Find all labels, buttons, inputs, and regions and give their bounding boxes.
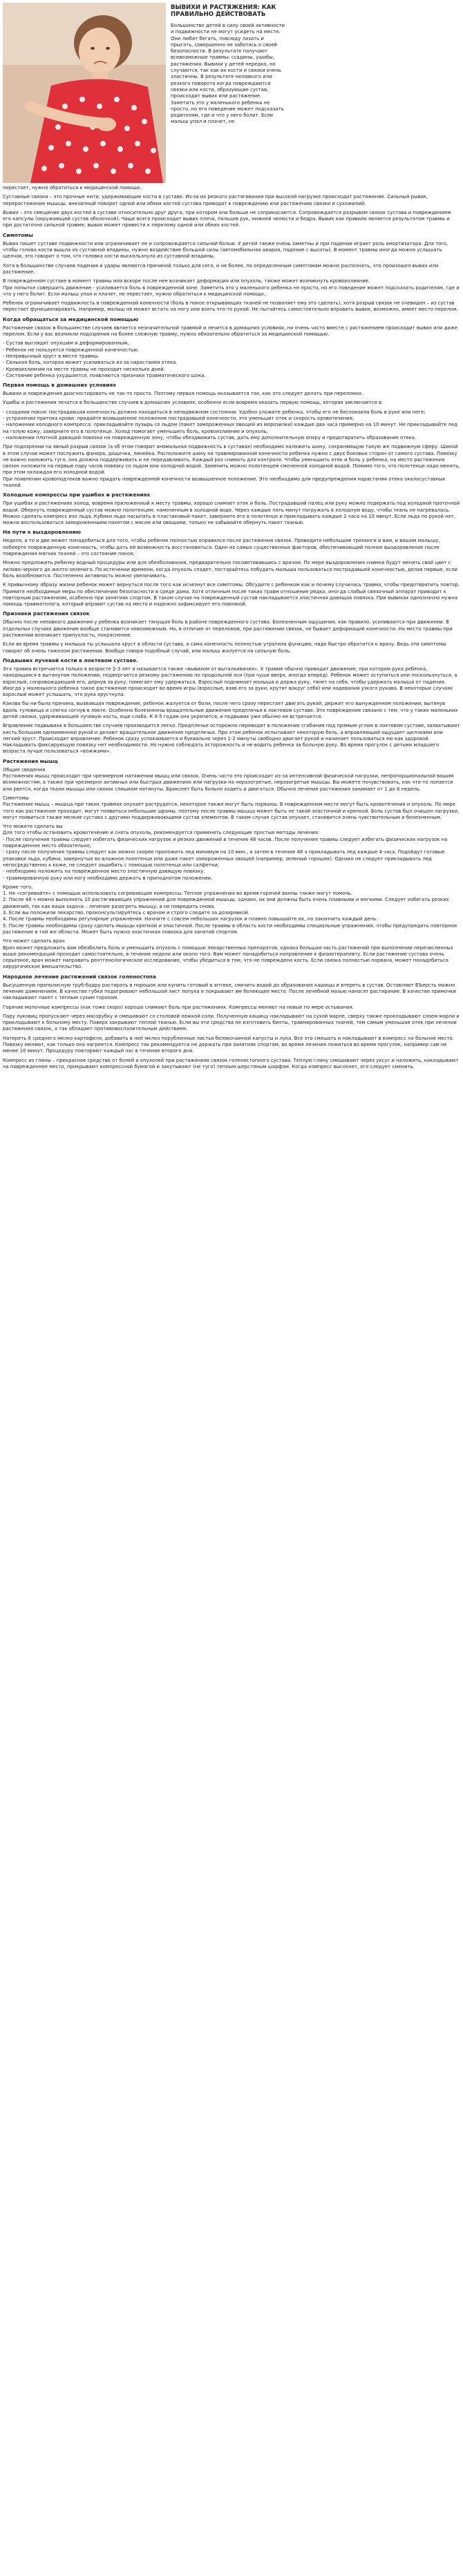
paragraph: Высушенную прополисную труб-бадру растирать в порошок или купить готовый в аптеке, смочить водой до образования кашицы и втереть в сустав. Оставляют ВЪерсть можно лечение даменением. В качестве губки подогревают небольшой лист лопуха и покрывают им болеющее место. После лечебной мазью наносят растирание. В качестве примочки накладывают пакет с теплым сухим горохом. xyxy=(3,982,456,1001)
paragraph: Кроме того, 1. Не «согревайте» с помощью использовать согревающие компрессы. Теплое упражнения во время горячей ванны также могут помочь. 2. После 48 ч можно выполнять 10 растягивающих упражнений для поврежденной мышцы, однако, их они должны быть очень плавными и мягкими. Следует избегать резких движений, так как ваша задача – лечение разогреть мышцу, а не повредить снова. 3. Если вы положили лекарство, проконсультируйтесь с врачом и строго следите за дозировкой. 4. После травмы необходимы регулярные упражнения. Начните с совсем небольших нагрузок и плавно повышайте их, но закончить каждый день. 5. После травмы необходимы сразу сделать мышцы крепкой и эластичной. После травмы в область кости необходимы специальные упражнения, чтобы предупредить повторное растяжение в той же области. Может быть нужна эластичная повязка для занятий спортом. xyxy=(3,884,457,935)
paragraph: Неделя, а то и две может понадобиться для того, чтобы ребенок полностью оправился после растяжения связок. Проведите небольшие тренинги и вам, и вашим малышу, побеерте поврежденную конечность, чтобы дать ей возможность восстановиться. Один из самых существенных факторов, обеспечивающий полное выздоровление после повреждения мягких тканей – это состояние покоя. xyxy=(3,538,440,557)
paragraph: При подозрении на явный разрыв связок (а об этом говорит аномальная подвижность в суставах) необходимо наложить шину, сохраняющую такую же подвижную сферу. Шиной в этом случае может послужить фанера, дощечка, линейка. Расположите шину на травмированной конечности ребенка нужно с двух боковых сторон от самого сустава. Повязку не важно наложить туго, она должна поддерживать и не передавливать. Каждый раз снимать для контроля. Чтобы уменьшить отек и боль у ребенка, на место растяжения связок наложите на первые пару часов повязку со льдом или холодной водой. Заменить можно полотенцем смоченной холодной водой. Помимо того, что полотенце надо менять, при этом охлаждая его холодной водой. При появлении кровоподтеков важно придать поврежденной конечности возвышенное положение. Это необходимо для предупреждения нарастания отека околосуставных тканей. xyxy=(3,444,460,488)
paragraph: Какова бы ни была причина, вызвавшая повреждение, ребенок жалуется от боли, после чего сразу перестает двигать рукой, держит его вынужденном положении, вытянув вдоль туловища и слегка согнув в локте. Особенно болезненны вращательные движения предплечья в локтевом суставе. Это повреждение связано с тем, что у таких маленьких детей связки, удерживающей лучевую кость, еще слаба. К 4-5 годам она укрепится, и подвывих уже обычно не встречается. xyxy=(3,701,458,719)
paragraph: - создании покоя: пострадавшая конечность должна находиться в неподвижном состоянии. Удобно уложите ребенка, чтобы его не беспокоила боль в руке или ноге; - устранении притока крови: придайте возвышенное положение пострадавшей конечности, это уменьшит отек и скорость кровотечения; - наложении холодного компресса: прикладывайте пузырь со льдом (пакет замороженных овощей из морозилки) каждые два часа примерно на 10 минут. Не прикладывайте лед на голую кожу, заверните его в полотенце. Холод помогает уменьшить боль, кровоизлияние и опухоль; - наложении плотной давящей повязки на поврежденную зону, чтобы обездвижить сустав, дать ему дополнительную опору и предотвратить образование отека. xyxy=(3,409,457,440)
paragraph: Горячие молочные компрессы (как тоже скоро) хорошо снимают боль при растяжениях. Компрессы меняют на новые по мере остывания. xyxy=(3,1004,354,1010)
paragraph: Если во время травмы у малыша ты услышала хруст в области сустава, а сама конечность полностью утратила функцию, надо быстро обратится к врачу. Ведь эти симптомы говорят об очень тяжелом растяжении. Вообще говоря подобный случай, или малыш жалуется на сильную боль. xyxy=(3,641,446,654)
paragraph: Суставные связки – это прочные нити, удерживающие кости в суставе. Из-за их резкого растягивания при высокой нагрузке происходит растяжение. Сильный рывок, перерастяжение мышцы, внезапный поворот одной или обеих костей сустава приводят к повреждению или растяжению связки и сухожилий. xyxy=(3,194,428,206)
section-heading-sprain-signs: Признаки растяжения связок xyxy=(3,610,90,617)
paragraph: Вывих пишет суставе подвижности или ограничивает ее и сопровождается сильной болью. У детей также очень заметны и при падении играет роль амортизатора. Для того, чтобы голова кости вышла из суставной впадины, нужно воздействие большой силы (автомобильная авария, падение с высоты). В момент травмы иногда можно услышать щелчок, это говорит о том, что головка кости выскользнула из суставной впадины. xyxy=(3,240,448,260)
girl-with-hurt-arm-image xyxy=(3,3,166,183)
section-heading-muscle-strain: Растяжения мышц xyxy=(3,757,58,764)
section-heading-folk-remedies: Народное лечение растяжений связок голеностопа xyxy=(3,973,156,980)
paragraph: Растяжение связок в большинстве случаев является незначительной травмой и лечится в домашних условиях, но очень часто вместе с растяжением происходит вывих или даже перелом. Если у вас возникли подозрения на более сложную травму, нужно обязательно обратиться за медицинской помощью. xyxy=(3,325,458,338)
paragraph: Можно предложить ребенку водный процедуры или для обезболивания, предварительно посоветовавшись с врачом. По мере выздоровления снимки будут менять свой цвет с лилово-черного до желто-зеленого. По истечении времени, когда опухоль спадет, постарайтесь побудить малыша пользоваться пострадавшей конечностью, делая первые, если боль возобновится. Постепенно активность можно увеличивать. xyxy=(3,560,457,579)
list-item: - Сильная боль, которая может усиливаться из-за нарастания отека. xyxy=(3,360,178,366)
article-header xyxy=(3,3,460,183)
section-heading-when-to-seek-help: Когда обращаться за медицинской помощью xyxy=(3,316,139,322)
paragraph: Вправление подвывиха в большинстве случаев производится легко. Предплечье осторожно переводят в положение сгибания под прямым углом в локтевом суставе, захватывают кисть большим одноименной рукой и делают вращательное движение предплечья. При этом ребенок испытывает некоторую боль, а вправляющий ощущает щелчками или легкий хруст. Происходит вправление. Ребенок сразу успокаивается и буквально через 1-2 минуты свободно двигает рукой и начинает пользоваться ею как здоровой. Накладывать фиксирующую повязку нет необходимости. Но нужно соблюдать осторожность и не водить ребенка за больную руку. Во время прогулок с детьми младшего возраста лучше пользоваться «вожжами». xyxy=(3,723,460,755)
section-heading-radial-subluxation: Подвывих лучевой кости в локтевом суставе. xyxy=(3,657,138,664)
paragraph: Пару луковиц пропускают через мясорубку и смешивают со столовой ложкой соли. Полученную кашицу накладывают на сухой марле, сверху также прокладывают слоем марли и прикладывают к больному месту. Поверх закрывают теплой тканью. Если вы эти средства не изготовить бинты, травмированных тканей, тем самым уменьшая отек при лечении растяжения связок, а так обладает противовоспалительным действием. xyxy=(3,1013,460,1032)
paragraph: Общие сведения Растяжения мышц происходит при чрезмерном натяжении мышц или связок. Очень часто это происходит из-за интенсивной физической нагрузки, непропорциональной вашим возможностям, а также при чрезмерно активных или быстрых движениях или нагрузки на неразогретые, неразогретые мышцы. Вы можете почувствовать, как что-то лопается или рвется, когда ткани мышцы или связок слишком натянуты. Бриксеет быть больно ходить и двигаться. Обычно лечение растяжения занимает от 1 до 6 недель. xyxy=(3,766,454,792)
section-heading-recovery: На пути к выздоровлению xyxy=(3,529,81,536)
paragraph: Обычно после неловкого движения у ребенка возникает тянущая боль в районе поврежденного сустава. Болезненным ощущения, как правило, усиливаются при движении. В отдельных случаях движение вообще становится невозможным. Но, в отличие от переломов, при растяжении связок, не бывает деформаций конечности. На место травмы при растяжении возникает припухлость, покраснение. xyxy=(3,619,453,639)
paragraph: Что можете сделать вы Для того чтобы остановить кровотечение и снять опухоль, рекомендуется применять следующие простые методы лечения: - После получения травмы следует избегать физических нагрузок и резких движений в течение 48 часов. После получения травмы следует избегать физических нагрузок на поврежденное место обязательно; - сразу после получения травмы следует как можно скорее приложить лед минимум на 10 мин., а затем в течение 48 ч прикладывать лед каждые 4 часа. Подойдут готовые упаковки льда, кубики, завернутые во влажное полотенце или даже пакет замороженных овощей (например, зеленый горошек). Однако не следует прикладывать лед непосредственно к коже, не следует зашибить с помощью полотенца или салфетки; - необходимо наложить на поврежденное место эластичную давящую повязку. - травмированную руку или ногу необходимо держать в приподнятом положении. xyxy=(3,824,448,881)
section-heading-symptoms: Симптомы xyxy=(3,231,33,238)
paragraph: Вывих – это смещение двух костей в суставе относительно друг друга, при котором они больше не соприкасаются. Сопровождается разрывом связок сустава и повреждением его капсулы (окружающей сустав оболочкой). Чаще всего происходит вывих плеча, пальцев рук, нижней челюсти и бедра. Вывих как правило является результатом травмы и при достаточно сильной травме, вывих может привести к перелому одной или обеих костей. xyxy=(3,209,451,229)
paragraph: Ушибы и растяжения лечатся в большинстве случаев в домашних условиях, особенно если вовремя оказать первую помощь, которая заключается в: xyxy=(3,400,384,406)
paragraph: Хотя в большинстве случаев падения и удары являются причиной только для сего, и не более, по определенным симптомам можно распознать, что произошел вывих или растяжение. xyxy=(3,262,439,275)
list-item: - Ребенок не пользуется поврежденной конечностью. xyxy=(3,347,140,353)
paragraph: Компресс из глины – прекрасное средство от болей и опухолей при растяжениях связок голеностопного сустава. Теплую глину смешивают через уксус и наложить, накладывают на поврежденное место, прикрывают компрессной бумагой и закутывают (не туго) теплым шерстяным шарфом. Когда компресс высохнет, его следует сменить. xyxy=(3,1057,459,1069)
article-photo xyxy=(3,3,166,183)
list-item: - Кровоизлияния на месте травмы не проходит несколько дней. xyxy=(3,366,165,372)
intro-paragraph: Большинство детей в силу своей активности и подвижности не могут усидеть на месте. Они любят бегать, повсюду лазать и прыгать, совершенно не заботясь о своей безопасности. В результате получают всевозможные травмы: ссадины, ушибы, растяжения. Вывихи у детей нередко, но случаются, так как их кости и связки очень эластичны. В результате неловкого или резкого поворота когда повреждаются связки или кости, образующие сустав, происходит вывих или растяжение. Заметить это у маленького ребенка не просто, но его поведение может подсказать родителям, где и что у него болит. Если малыш упал и плачет, не xyxy=(171,23,285,125)
section-heading-cold-compress: Холодные компрессы при ушибах и растяжениях xyxy=(3,492,151,498)
paragraph: Симптомы Растяжение мышц – мышца при таких травмах опухает раструдятся, некоторое также могут быть порваны. В поврежденном месте могут быть кровотечения и опухоль. По мере того как растяжение проходит, могут появиться небольшие шрамы, поэтому после травмы мышца может быть не такой эластичной и крепкой. Боль сустав был очищен нагрузки, могут появиться также мелкие сустава с другими поддерживающими сустав элементов. В таком случае сустав опухает, становится очень чувствительным и болезненным. xyxy=(3,795,460,820)
intro-paragraph-tail: перестает, нужно обратиться к медицинской помощи.. xyxy=(3,185,143,191)
section-heading-first-aid: Первая помощь в домашних условиях xyxy=(3,382,117,389)
warning-signs-list xyxy=(3,340,460,379)
article-title: ВЫВИХИ И РАСТЯЖЕНИЯ: КАК ПРАВИЛЬНО ДЕЙСТВОВАТЬ xyxy=(171,4,276,18)
list-item: - Сустав выглядит опухшим и деформированным. xyxy=(3,340,129,347)
paragraph: К привычному образу жизни ребенок может вернуться после того как исчезнут все симптомы. Обсудите с ребенком как и почему случилась травма, чтобы предотвратить повтор. Примите необходимые меры по обеспечению безопасности в среде дома. Хотя отличным после таких травм отношение редко, иногда слабый связочный аппарат приводит к повторным растяжениям, особенно при занятиях спортом. В таком случае на поврежденный сустав накладывается эластичная давящая повязка. При вывихах однозначно нужна помощь травматолога, который вправит сустав на место и надежно зафиксирует его повязкой. xyxy=(3,582,460,608)
paragraph: Эта травма встречается только в возрасте 2-3 лет и называется также «вывихом от выталкивания». Х травме обычно приводит движение, при котором рука ребенка, находящаяся в вытянутом положении, подвергается резкому растяжению по продольной оси (при чуши вверх, иногда вперед). Ребенок может оступиться или поскользнуться, а взрослый, сопровождающий его, дернув за руку, помогает ему удержаться. Взрослый поднимает малыша и держа руку, тянет на себя, чтобы удержать малыша от падения. Иногда у маленького ребенка такое растяжение происходит во время игры (взрослые, взяв его за руки, крутят вокруг себя) или надевания узкого рукава. В некоторых случаях взрослый может услышать, что рука хрустнула. xyxy=(3,666,457,698)
list-item: - Состояние ребенка ухудшается, появляются признаки травматического шока. xyxy=(3,372,206,378)
paragraph: Натереть 6 среднего мелко картофеля, добавить в неё мелко порубленные листья белокочанной капусты и лука. Все это смешать и накладывают в компресс на больное место. Повязку меняют, как только она нагреется. Компресс так рекомендуется не держать при занятиях спортом, во время лечения ложиться во время прогулок, например сам не менее 10 минут. Процедуру повторяют каждый час в течение второго дня. xyxy=(3,1035,454,1054)
paragraph: В поврежденном суставе в момент травмы или вскоре после нее возникает деформация или опухоль, также может возникнуть кровоизлияние. При попытке совершить движение - усиливается боль в поврежденной зоне. Заметить это у маленького ребенка не просто, но его поведение может подсказать родителям, где и что у него болит. Если малыш упал и плачет, не перестает, нужно обратиться к медицинской помощи.. xyxy=(3,278,460,297)
list-item: - Непривычный хруст в месте травмы. xyxy=(3,353,100,359)
paragraph: Вывихи и повреждения диагностировать не так-то просто. Поэтому первая помощь оказывается так, как это следует делать при переломах. xyxy=(3,391,363,397)
paragraph: Что может сделать врач Врач может предложить вам обезболить боль и уменьшить опухоль с помощью лекарственных препаратов, однако большая часть растяжений при выполнении перечисленных выше рекомендаций проходит самостоятельно, в течение недели или около того. Вам может понадобиться направление к физиотерапевту. Если растяжение сустава очень серьезное, врач может направить рентгенологическое исследование, чтобы убедиться в том, что не повреждена кость. Если связка полностью порвана, может понадобиться хирургическое вмешательство. xyxy=(3,938,453,970)
paragraph: При ушибах и растяжениях холод, вовремя приложенный к месту травмы, хорошо снимает отек и боль. Пострадавший палец или руку можно подержать под холодной проточной водой. Обернуть поврежденный сустав можно полотенцем, намоченным в холодной воде. Через каждые пять минут погружать в холодную воду, чтобы ткань не нагревалась. Можно сделать компресс изо льда. Кубики льда насыпать в пластиковый пакет, заверните его в полотенце и прикладывать каждые 2 часа на 10 минут. Если льда по рукой нет, можно воспользоваться замороженными пакетом с мясом или овощами, только не забывайте обернуть пакет тканью. xyxy=(3,501,460,526)
article-page xyxy=(0,0,463,1070)
paragraph: Ребенок ограничивает подвижность в поврежденной конечности (боль в покое открывающих тканей не позволяет ему это сделать), хотя разрыв связок не очевиден – из сустав перестает функционировать. Например, малыш не может встать на ногу или взять что-то рукой. Не пытайтесь самостоятельно вправить вывих, возможно, имеет место перелом. xyxy=(3,300,458,313)
